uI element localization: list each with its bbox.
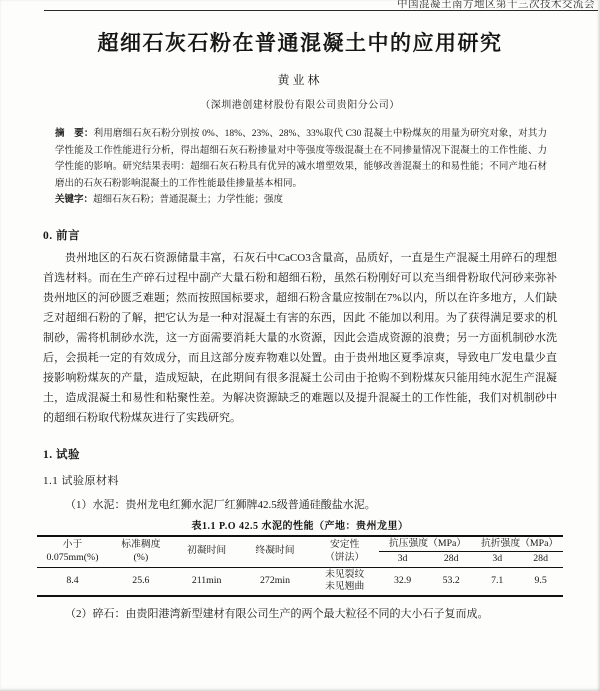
cell-flexural-28d: 9.5 [534,574,547,586]
author-name: 黄业林 [277,73,323,87]
cell-fineness: 8.4 [66,574,79,586]
col-header-consistency-line1: 标准稠度 [121,539,161,550]
col-header-flexural-28d: 28d [518,552,563,568]
col-header-flexural-3d: 3d [476,552,518,568]
paper-title: 超细石灰石粉在普通混凝土中的应用研究 [97,31,503,55]
col-header-consistency-line2: (%) [133,551,149,563]
col-header-compressive-28d: 28d [426,552,476,568]
cement-properties-table [37,535,563,597]
abstract-label: 摘 要： [55,129,94,139]
cell-soundness-line1: 未见裂纹 [325,568,365,580]
cell-compressive-28d: 53.2 [442,574,460,586]
section-heading-experiment: 1. 试验 [43,448,80,461]
col-header-compressive-group: 抗压强度（MPa） [379,536,476,552]
subsection-heading-materials: 1.1 试验原材料 [43,474,119,487]
col-header-fineness [37,536,108,568]
col-header-soundness [311,536,379,568]
keywords-label: 关键字： [55,195,94,205]
abstract-paragraph [55,126,547,192]
keywords-line [55,192,547,209]
col-header-fineness-line2: 0.075mm(%) [46,551,99,563]
affiliation: （深圳港创建材股份有限公司贵阳分公司） [200,100,400,111]
table-data-row [37,567,563,596]
preface-paragraph: 贵州地区的石灰石资源储量丰富，石灰石中CaCO3含量高，品质好，一直是生产混凝土用碎石的理想首选材料。而在生产碎石过程中副产大量石粉和超细石粉，虽然石粉刚好可以充当细骨粉取代河砂来弥补贵州地区的河砂匮乏难题；然而按照国标要求，超细石粉含量应按制在7%以内，所以在许多地方，人们缺乏对超细石粉的了解，把它认为是一种对混凝土有害的东西，因此 不能加以利用。为了获得满足要求的机制砂，需将机制砂水洗，这一方面需要消耗大量的水资源，因此会造成资源的浪费；另一方面机制砂水洗后，会损耗一定的有效成分，而且这部分废弃物难以处置。由于贵州地区夏季凉爽，导致电厂发电量少直接影响粉煤灰的产量，造成短缺，在此期间有很多混凝土公司由于抢购不到粉煤灰只能用纯水泥生产混凝土，造成混凝土和易性和粘聚性差。为解决资源缺乏的难题以及提升混凝土的工作性能，我们对机制砂中的超细石粉取代粉煤灰进行了实践研究。 [43,251,557,424]
cell-soundness-line2: 未见翘曲 [325,581,365,592]
cell-consistency: 25.6 [132,574,150,586]
table-header-row-1 [37,536,563,552]
abstract-text: 利用磨细石灰石粉分别按 0%、18%、23%、28%、33%取代 C30 混凝土中粉煤灰的用量为研究对象，对其力学性能及工作性能进行分析，得出超细石灰石粉掺量对中等强度等级混凝土在不同掺量情况下混凝土的工作性能、力学性能的影响。研究结果表明：超细石灰石粉具有优异的减水增塑效果，能够改善混凝土的和易性能；不同产地石材磨出的石灰石粉影响混凝土的工作性能最佳掺量基本相同。 [55,129,547,189]
cell-final-setting: 272min [260,574,290,586]
col-header-initial-setting: 初凝时间 [174,536,240,568]
cell-soundness [311,567,379,596]
cell-flexural-3d: 7.1 [491,574,504,586]
header-rule [44,10,598,11]
list-item-cement: （1）水泥：贵州龙电红狮水泥厂红狮牌42.5级普通硅酸盐水泥。 [65,498,376,511]
conference-header: 中国混凝土南方地区第十三次技术交流会 [397,0,595,10]
cell-initial-setting: 211min [191,574,222,586]
col-header-compressive-3d: 3d [379,552,426,568]
cell-compressive-3d: 32.9 [393,574,412,586]
col-header-flexural-group: 抗折强度（MPa） [476,536,563,552]
col-header-soundness-line2: （饼法） [325,551,365,563]
table-caption: 表1.1 P.O 42.5 水泥的性能（产地：贵州龙里） [191,520,409,532]
section-heading-preface: 0. 前言 [43,229,80,242]
col-header-consistency [108,536,174,568]
col-header-final-setting: 终凝时间 [240,536,311,568]
keywords-text: 超细石灰石粉；普通混凝土；力学性能；强度 [93,195,284,205]
col-header-fineness-line1: 小于 [62,539,83,550]
col-header-soundness-line1: 安定性 [329,539,360,550]
list-item-gravel: （2）碎石：由贵阳港湾新型建材有限公司生产的两个最大粒径不同的大小石子复而成。 [65,607,489,620]
